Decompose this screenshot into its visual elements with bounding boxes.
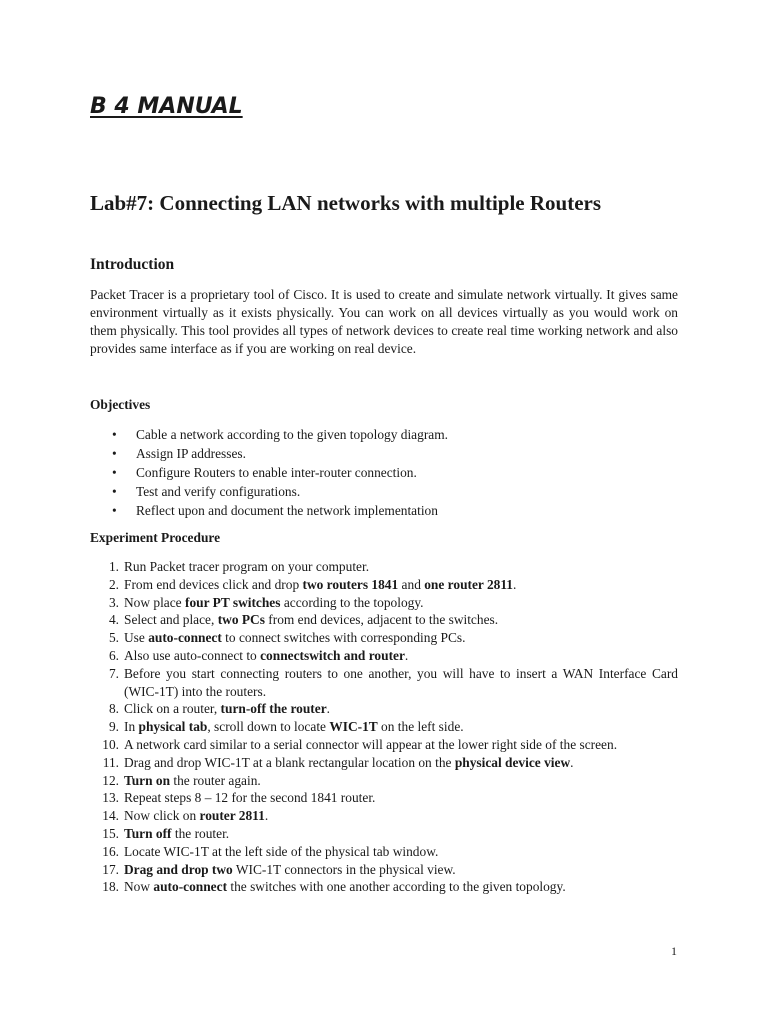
step-number: 16. bbox=[102, 843, 119, 859]
step-number: 13. bbox=[102, 790, 119, 806]
step-number: 17. bbox=[102, 861, 119, 877]
step-text: Select and place, bbox=[124, 612, 218, 628]
manual-title: B 4 MANUAL bbox=[90, 94, 243, 119]
step-number: 1. bbox=[108, 559, 119, 574]
step-number: 18. bbox=[102, 879, 119, 895]
step-text: , scroll down to locate bbox=[207, 719, 330, 735]
step-text: From end devices click and drop bbox=[124, 576, 303, 592]
procedure-step bbox=[90, 878, 678, 896]
procedure-list bbox=[90, 558, 678, 896]
step-text-bold: WIC-1T bbox=[329, 719, 378, 735]
procedure-step bbox=[90, 843, 678, 861]
step-text: Run Packet tracer program on your computer. bbox=[124, 559, 370, 574]
procedure-step bbox=[90, 718, 678, 736]
step-text-bold: physical tab bbox=[138, 719, 208, 735]
step-text: to connect switches with corresponding PCs. bbox=[221, 630, 466, 646]
step-text: . bbox=[326, 701, 330, 717]
step-text: WIC-1T connectors in the physical view. bbox=[232, 861, 456, 877]
step-text-bold: Turn on bbox=[124, 772, 171, 788]
step-text: Use bbox=[124, 630, 149, 646]
objective-text: Test and verify configurations. bbox=[136, 484, 301, 499]
step-text-bold: four PT switches bbox=[184, 594, 281, 610]
procedure-step bbox=[90, 647, 678, 665]
procedure-step bbox=[90, 611, 678, 629]
step-text: from end devices, adjacent to the switches. bbox=[264, 612, 499, 628]
procedure-step bbox=[90, 594, 678, 612]
bullet-icon: • bbox=[112, 484, 117, 499]
objective-text: Cable a network according to the given topology diagram. bbox=[136, 427, 448, 442]
step-text: the router. bbox=[171, 825, 230, 841]
page-number: 1 bbox=[671, 944, 677, 958]
objective-item bbox=[90, 444, 678, 463]
step-text: In bbox=[124, 719, 139, 735]
objectives-heading: Objectives bbox=[90, 397, 151, 412]
bullet-icon: • bbox=[112, 503, 117, 518]
step-text: Now bbox=[124, 879, 154, 895]
step-text-bold: one router 2811 bbox=[424, 576, 514, 592]
step-number: 11. bbox=[102, 754, 119, 770]
objectives-list bbox=[90, 425, 678, 520]
procedure-step bbox=[90, 772, 678, 790]
procedure-step bbox=[90, 558, 678, 576]
step-number: 6. bbox=[108, 647, 119, 663]
procedure-step bbox=[90, 825, 678, 843]
bullet-icon: • bbox=[112, 465, 117, 480]
step-number: 12. bbox=[102, 772, 119, 788]
step-number: 10. bbox=[102, 736, 119, 752]
procedure-step bbox=[90, 789, 678, 807]
step-text-bold: auto-connect bbox=[153, 879, 228, 895]
procedure-step bbox=[90, 754, 678, 772]
lab-title: Lab#7: Connecting LAN networks with multiple Routers bbox=[90, 191, 602, 215]
step-text-bold: two routers 1841 bbox=[302, 576, 399, 592]
step-number: 3. bbox=[108, 594, 119, 610]
step-text: the switches with one another according to the given topology. bbox=[227, 879, 566, 895]
step-text: Now place bbox=[124, 594, 185, 610]
procedure-heading: Experiment Procedure bbox=[90, 530, 221, 545]
step-text-bold: Drag and drop two bbox=[124, 861, 233, 877]
step-text-bold: physical device view bbox=[454, 754, 571, 770]
procedure-step bbox=[90, 861, 678, 879]
procedure-step bbox=[90, 736, 678, 754]
objective-text: Assign IP addresses. bbox=[136, 446, 246, 461]
procedure-step bbox=[90, 629, 678, 647]
introduction-heading: Introduction bbox=[90, 256, 175, 273]
bullet-icon: • bbox=[112, 427, 117, 442]
objective-text: Configure Routers to enable inter-router connection. bbox=[136, 465, 417, 480]
step-text-bold: Turn off bbox=[124, 825, 172, 841]
objective-item bbox=[90, 482, 678, 501]
step-text-bold: auto-connect bbox=[148, 630, 222, 646]
step-number: 14. bbox=[102, 808, 119, 824]
step-text: Also use auto-connect to bbox=[124, 647, 261, 663]
step-number: 15. bbox=[102, 825, 119, 841]
step-text: and bbox=[398, 576, 425, 592]
step-text: on the left side. bbox=[377, 719, 464, 735]
step-text: Before you start connecting routers to one another, you will have to insert a WAN Interface Card (WIC-1T) into the routers. bbox=[124, 665, 678, 699]
objective-item bbox=[90, 463, 678, 482]
step-text-bold: turn-off the router bbox=[220, 701, 327, 717]
step-text: A network card similar to a serial connector will appear at the lower right side of the screen. bbox=[124, 736, 618, 752]
step-text: according to the topology. bbox=[280, 594, 424, 610]
procedure-step bbox=[90, 807, 678, 825]
objective-text: Reflect upon and document the network implementation bbox=[136, 503, 438, 518]
step-text: Click on a router, bbox=[124, 701, 221, 717]
objective-item bbox=[90, 425, 678, 444]
procedure-step bbox=[90, 665, 678, 701]
step-text: . bbox=[404, 647, 409, 663]
procedure-step bbox=[90, 700, 678, 718]
bullet-icon: • bbox=[112, 446, 117, 461]
step-text: . bbox=[513, 576, 517, 592]
step-text: the router again. bbox=[170, 772, 261, 788]
step-text-bold: two PCs bbox=[217, 612, 265, 628]
step-text: . bbox=[570, 754, 574, 770]
step-text: Locate WIC-1T at the left side of the physical tab window. bbox=[124, 843, 439, 859]
step-number: 5. bbox=[108, 630, 119, 646]
step-text-bold: connectswitch and router bbox=[260, 647, 405, 663]
step-number: 9. bbox=[108, 719, 119, 735]
objective-item bbox=[90, 501, 678, 520]
step-number: 7. bbox=[108, 665, 119, 681]
step-number: 8. bbox=[108, 701, 119, 717]
step-text: Drag and drop WIC-1T at a blank rectangular location on the bbox=[124, 754, 455, 770]
step-text: Now click on bbox=[124, 808, 200, 824]
step-number: 4. bbox=[108, 612, 119, 628]
step-number: 2. bbox=[108, 576, 119, 592]
step-text: . bbox=[264, 808, 269, 824]
step-text-bold: router 2811 bbox=[199, 808, 265, 824]
procedure-step bbox=[90, 576, 678, 594]
introduction-paragraph: Packet Tracer is a proprietary tool of Cisco. It is used to create and simulate network virtually. It gives same environment virtually as it exists physically. You can work on all devices virtually as you would work on them physically. This tool provides all types of network devices to create real time working network and also provides same interface as if you are working on real device. bbox=[90, 287, 678, 356]
step-text: Repeat steps 8 – 12 for the second 1841 router. bbox=[124, 790, 376, 806]
